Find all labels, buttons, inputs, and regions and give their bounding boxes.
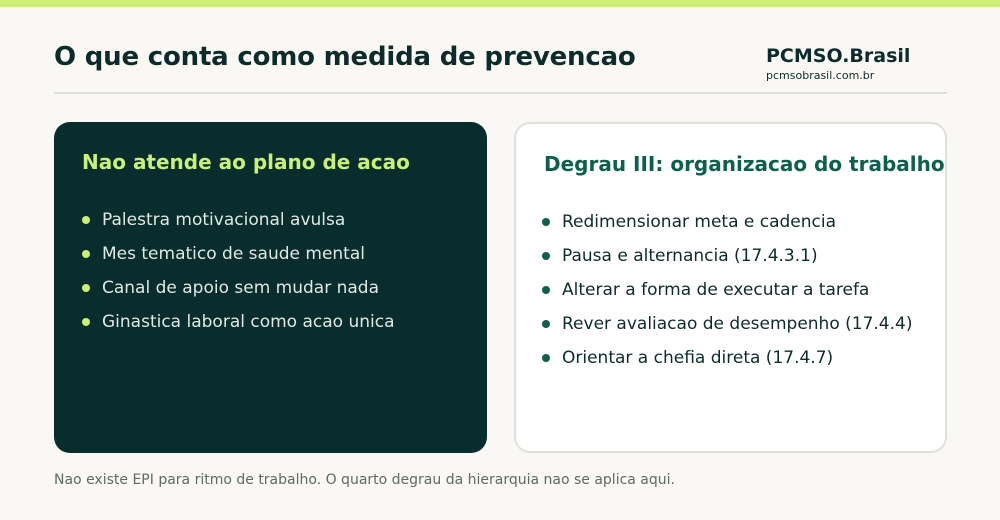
header-divider xyxy=(54,92,947,94)
list-item-label: Orientar a chefia direta (17.4.7) xyxy=(562,348,834,368)
bullet-dot-icon xyxy=(82,250,90,258)
list-item xyxy=(82,271,395,305)
list-item-label: Alterar a forma de executar a tarefa xyxy=(562,280,870,300)
bullet-dot-icon xyxy=(82,216,90,224)
not-compliant-card xyxy=(54,122,487,453)
organization-level-list xyxy=(542,205,912,375)
list-item xyxy=(542,307,912,341)
list-item-label: Palestra motivacional avulsa xyxy=(102,210,346,230)
list-item xyxy=(82,305,395,339)
brand-block xyxy=(766,45,910,82)
not-compliant-card-title: Nao atende ao plano de acao xyxy=(82,150,410,174)
list-item xyxy=(542,239,912,273)
organization-level-card-title: Degrau III: organizacao do trabalho xyxy=(544,152,945,176)
footnote: Nao existe EPI para ritmo de trabalho. O quarto degrau da hierarquia nao se aplica aqui. xyxy=(54,472,675,488)
list-item xyxy=(542,273,912,307)
bullet-dot-icon xyxy=(542,354,550,362)
list-item xyxy=(82,203,395,237)
bullet-dot-icon xyxy=(542,218,550,226)
list-item-label: Canal de apoio sem mudar nada xyxy=(102,278,380,298)
bullet-dot-icon xyxy=(542,320,550,328)
page-title: O que conta como medida de prevencao xyxy=(54,42,636,72)
list-item-label: Ginastica laboral como acao unica xyxy=(102,312,395,332)
not-compliant-list xyxy=(82,203,395,339)
list-item-label: Rever avaliacao de desempenho (17.4.4) xyxy=(562,314,913,334)
top-accent-bar xyxy=(0,0,1000,7)
list-item xyxy=(542,205,912,239)
brand-name: PCMSO.Brasil xyxy=(766,45,911,67)
list-item-label: Mes tematico de saude mental xyxy=(102,244,365,264)
list-item-label: Pausa e alternancia (17.4.3.1) xyxy=(562,246,818,266)
bullet-dot-icon xyxy=(82,318,90,326)
brand-url: pcmsobrasil.com.br xyxy=(766,69,875,82)
list-item xyxy=(542,341,912,375)
bullet-dot-icon xyxy=(542,252,550,260)
bullet-dot-icon xyxy=(542,286,550,294)
list-item xyxy=(82,237,395,271)
organization-level-card xyxy=(514,122,947,453)
list-item-label: Redimensionar meta e cadencia xyxy=(562,212,837,232)
bullet-dot-icon xyxy=(82,284,90,292)
